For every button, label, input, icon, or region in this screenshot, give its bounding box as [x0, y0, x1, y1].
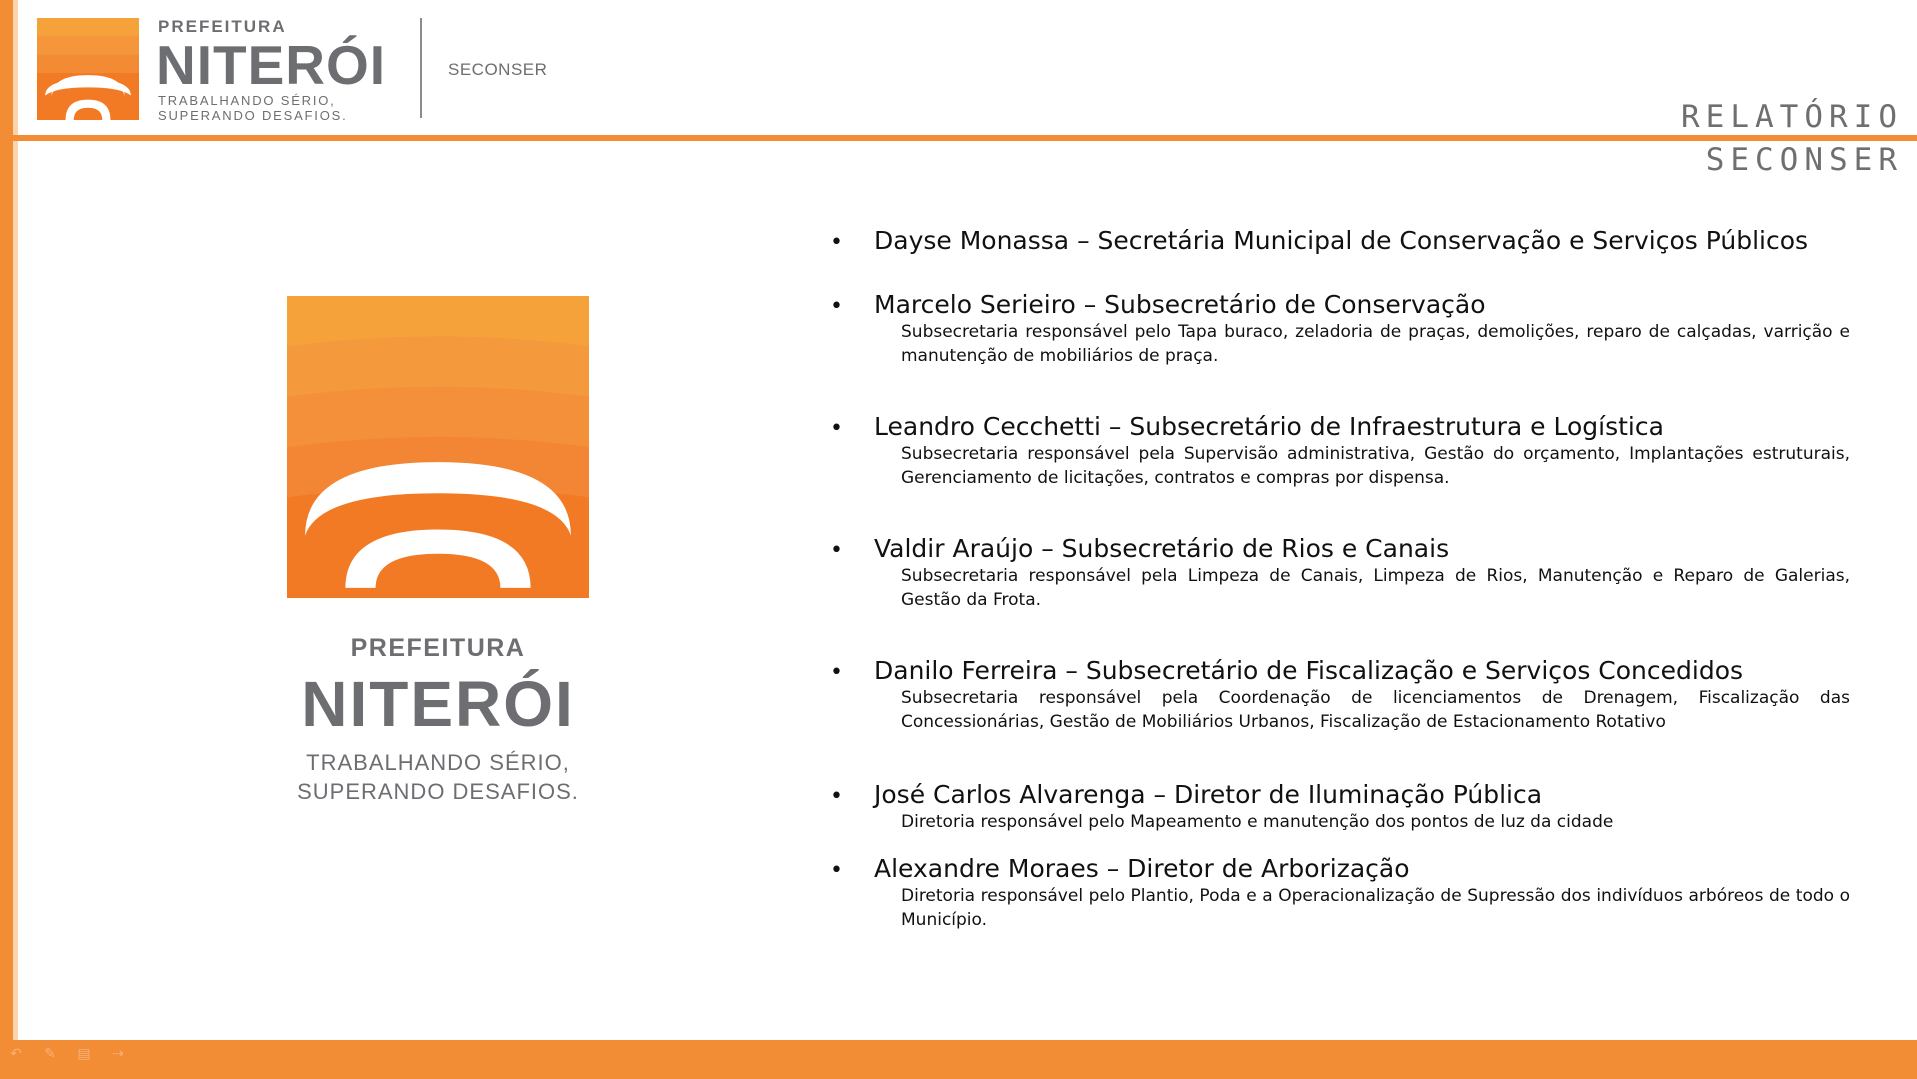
footer-bar	[0, 1040, 1917, 1079]
staff-name-title: Valdir Araújo – Subsecretário de Rios e Canais	[874, 534, 1450, 563]
big-logo-slogan-line1: TRABALHANDO SÉRIO,	[306, 750, 570, 775]
big-logo-prefeitura: PREFEITURA	[350, 634, 526, 662]
staff-description: Diretoria responsável pelo Mapeamento e manutenção dos pontos de luz da cidade	[901, 812, 1614, 832]
staff-name-title: Dayse Monassa – Secretária Municipal de Conservação e Serviços Públicos	[874, 226, 1809, 255]
staff-description: Subsecretaria responsável pela Limpeza de Canais, Limpeza de Rios, Manutenção e Reparo de Galerias, Gestão da Frota.	[901, 566, 1850, 610]
staff-item	[830, 224, 1850, 258]
bullet-icon: •	[830, 416, 843, 441]
header-niteroi: NITERÓI	[156, 34, 387, 96]
bullet-icon: •	[830, 858, 843, 883]
niteroi-logo-icon	[36, 18, 140, 120]
staff-item	[830, 852, 1850, 932]
staff-description: Subsecretaria responsável pela Supervisão administrativa, Gestão do orçamento, Implantações estruturais, Gerenciamento de licitações, contratos e compras por dispensa.	[901, 444, 1850, 488]
bullet-icon: •	[830, 294, 843, 319]
staff-item	[830, 410, 1850, 490]
niteroi-big-logo-icon	[287, 296, 589, 598]
left-accent-bar	[0, 0, 13, 1079]
staff-item	[830, 288, 1850, 368]
staff-name-title: Leandro Cecchetti – Subsecretário de Infraestrutura e Logística	[874, 412, 1664, 441]
bullet-icon: •	[830, 538, 843, 563]
staff-list	[830, 224, 1850, 932]
arrow-left-icon[interactable]: ↶	[10, 1046, 22, 1062]
header-divider-line	[13, 135, 1917, 141]
staff-description: Subsecretaria responsável pelo Tapa buraco, zeladoria de praças, demolições, reparo de calçadas, varrição e manutenção de mobiliários de praça.	[901, 322, 1850, 366]
bullet-icon: •	[830, 230, 843, 255]
pen-icon[interactable]: ✎	[44, 1046, 56, 1062]
bullet-icon: •	[830, 660, 843, 685]
big-logo-slogan-line2: SUPERANDO DESAFIOS.	[297, 779, 579, 804]
header-department: SECONSER	[448, 60, 548, 79]
staff-name-title: Alexandre Moraes – Diretor de Arborização	[874, 854, 1410, 883]
arrow-right-icon[interactable]: ⇢	[112, 1046, 124, 1062]
staff-name-title: Marcelo Serieiro – Subsecretário de Conservação	[874, 290, 1486, 319]
staff-name-title: Danilo Ferreira – Subsecretário de Fiscalização e Serviços Concedidos	[874, 656, 1744, 685]
header-slogan	[158, 93, 348, 123]
staff-description: Diretoria responsável pelo Plantio, Poda e a Operacionalização de Supressão dos indivíduos arbóreos de todo o Município.	[901, 886, 1850, 930]
header-divider	[420, 18, 422, 118]
header-slogan-line2: SUPERANDO DESAFIOS.	[158, 108, 348, 123]
staff-item	[830, 532, 1850, 612]
staff-description: Subsecretaria responsável pela Coordenação de licenciamentos de Drenagem, Fiscalização das Concessionárias, Gestão de Mobiliários Urbanos, Fiscalização de Estacionamento Rotativo	[901, 688, 1850, 732]
header-slogan-line1: TRABALHANDO SÉRIO,	[158, 93, 336, 108]
header-prefeitura: PREFEITURA	[158, 17, 287, 36]
bullet-icon: •	[830, 784, 843, 809]
report-title-line2: SECONSER	[1705, 142, 1903, 178]
big-logo-niteroi: NITERÓI	[301, 668, 575, 740]
menu-icon[interactable]: ▤	[77, 1046, 91, 1062]
staff-name-title: José Carlos Alvarenga – Diretor de Iluminação Pública	[874, 780, 1543, 809]
staff-item	[830, 778, 1850, 834]
report-title-line1: RELATÓRIO	[1681, 99, 1903, 135]
slideshow-controls	[6, 1046, 128, 1062]
big-logo-slogan	[270, 748, 606, 806]
staff-item	[830, 654, 1850, 734]
left-accent-bar-light	[13, 0, 18, 1040]
